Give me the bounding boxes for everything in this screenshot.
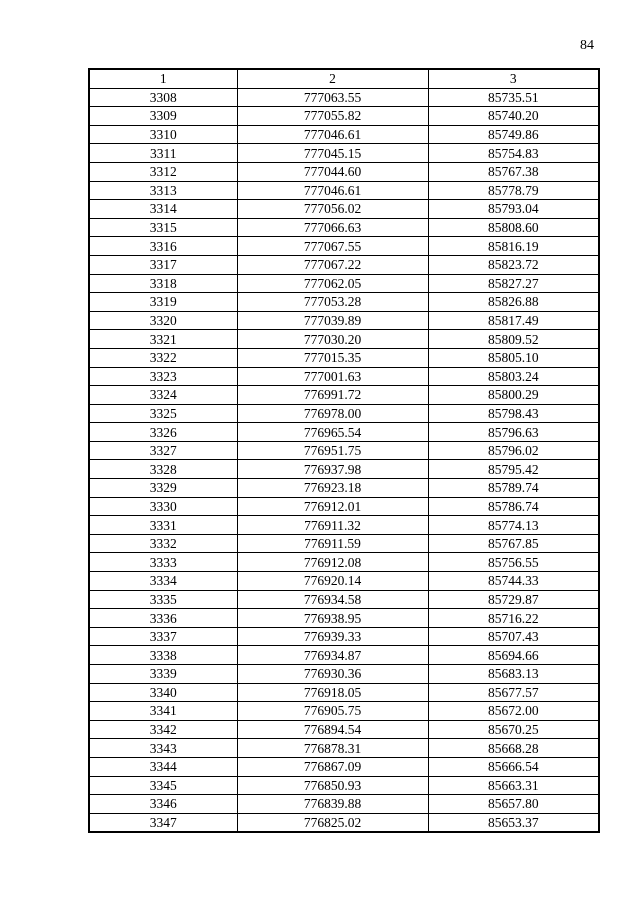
table-cell-col-3: 85817.49 (428, 311, 599, 330)
table-cell-col-1: 3328 (89, 460, 237, 479)
table-cell-col-2: 776878.31 (237, 739, 428, 758)
table-row (89, 609, 599, 628)
table-row (89, 330, 599, 349)
table-cell-col-1: 3343 (89, 739, 237, 758)
table-cell-col-3: 85809.52 (428, 330, 599, 349)
table-cell-col-3: 85767.85 (428, 534, 599, 553)
table-row (89, 776, 599, 795)
table-cell-col-3: 85756.55 (428, 553, 599, 572)
table-cell-col-1: 3344 (89, 757, 237, 776)
table-cell-col-2: 777045.15 (237, 144, 428, 163)
table-cell-col-2: 777001.63 (237, 367, 428, 386)
table-cell-col-1: 3334 (89, 572, 237, 591)
table-cell-col-3: 85754.83 (428, 144, 599, 163)
table-row (89, 88, 599, 107)
table-row (89, 311, 599, 330)
table-cell-col-2: 776965.54 (237, 423, 428, 442)
table-cell-col-2: 776978.00 (237, 404, 428, 423)
table-cell-col-3: 85816.19 (428, 237, 599, 256)
table-cell-col-2: 777067.55 (237, 237, 428, 256)
table-cell-col-2: 776991.72 (237, 386, 428, 405)
table-row (89, 237, 599, 256)
table-cell-col-1: 3347 (89, 813, 237, 832)
table-cell-col-1: 3341 (89, 702, 237, 721)
table-cell-col-2: 776911.32 (237, 516, 428, 535)
table-cell-col-2: 777046.61 (237, 181, 428, 200)
table-cell-col-3: 85826.88 (428, 293, 599, 312)
table-cell-col-1: 3339 (89, 665, 237, 684)
table-cell-col-1: 3316 (89, 237, 237, 256)
table-row (89, 590, 599, 609)
table-cell-col-3: 85677.57 (428, 683, 599, 702)
table-cell-col-1: 3332 (89, 534, 237, 553)
table-cell-col-1: 3335 (89, 590, 237, 609)
table-cell-col-1: 3323 (89, 367, 237, 386)
table-cell-col-1: 3320 (89, 311, 237, 330)
table-row (89, 627, 599, 646)
table-row (89, 757, 599, 776)
table-row (89, 423, 599, 442)
table-cell-col-1: 3317 (89, 255, 237, 274)
table-cell-col-1: 3342 (89, 720, 237, 739)
table-row (89, 162, 599, 181)
table-cell-col-3: 85803.24 (428, 367, 599, 386)
table-body (89, 88, 599, 832)
table-cell-col-2: 776894.54 (237, 720, 428, 739)
table-cell-col-2: 776825.02 (237, 813, 428, 832)
column-header-1: 1 (89, 69, 237, 88)
table-row (89, 367, 599, 386)
table-cell-col-1: 3345 (89, 776, 237, 795)
table-cell-col-3: 85716.22 (428, 609, 599, 628)
table-cell-col-3: 85683.13 (428, 665, 599, 684)
table-cell-col-1: 3322 (89, 348, 237, 367)
table-cell-col-2: 777062.05 (237, 274, 428, 293)
table-cell-col-1: 3312 (89, 162, 237, 181)
table-cell-col-2: 776939.33 (237, 627, 428, 646)
table-cell-col-3: 85653.37 (428, 813, 599, 832)
table-row (89, 813, 599, 832)
table-cell-col-3: 85796.02 (428, 441, 599, 460)
table-row (89, 274, 599, 293)
table-cell-col-2: 776912.08 (237, 553, 428, 572)
table-cell-col-3: 85774.13 (428, 516, 599, 535)
table-cell-col-2: 776912.01 (237, 497, 428, 516)
table-cell-col-3: 85666.54 (428, 757, 599, 776)
table-cell-col-1: 3308 (89, 88, 237, 107)
table-cell-col-1: 3329 (89, 479, 237, 498)
table-row (89, 404, 599, 423)
table-cell-col-2: 776937.98 (237, 460, 428, 479)
table-cell-col-1: 3318 (89, 274, 237, 293)
table-cell-col-2: 777053.28 (237, 293, 428, 312)
table-cell-col-2: 776867.09 (237, 757, 428, 776)
table-row (89, 739, 599, 758)
table-cell-col-2: 777044.60 (237, 162, 428, 181)
table-row (89, 516, 599, 535)
table-cell-col-1: 3331 (89, 516, 237, 535)
table-cell-col-3: 85789.74 (428, 479, 599, 498)
table-row (89, 553, 599, 572)
table-cell-col-2: 776911.59 (237, 534, 428, 553)
table-cell-col-1: 3324 (89, 386, 237, 405)
table-cell-col-2: 777015.35 (237, 348, 428, 367)
table-cell-col-1: 3338 (89, 646, 237, 665)
table-cell-col-3: 85668.28 (428, 739, 599, 758)
table-cell-col-2: 776934.87 (237, 646, 428, 665)
table-cell-col-3: 85694.66 (428, 646, 599, 665)
table-cell-col-2: 777066.63 (237, 218, 428, 237)
page-number: 84 (580, 38, 594, 53)
table-row (89, 181, 599, 200)
table-cell-col-3: 85672.00 (428, 702, 599, 721)
table-cell-col-1: 3346 (89, 795, 237, 814)
table-row (89, 702, 599, 721)
table-row (89, 200, 599, 219)
table-cell-col-1: 3330 (89, 497, 237, 516)
table-cell-col-2: 776920.14 (237, 572, 428, 591)
table-row (89, 218, 599, 237)
table-row (89, 255, 599, 274)
table-row (89, 795, 599, 814)
table-cell-col-2: 777063.55 (237, 88, 428, 107)
table-cell-col-2: 777067.22 (237, 255, 428, 274)
table-cell-col-2: 776923.18 (237, 479, 428, 498)
table-cell-col-1: 3319 (89, 293, 237, 312)
table-cell-col-3: 85735.51 (428, 88, 599, 107)
table-cell-col-3: 85827.27 (428, 274, 599, 293)
table-cell-col-3: 85805.10 (428, 348, 599, 367)
table-cell-col-3: 85670.25 (428, 720, 599, 739)
table-row (89, 293, 599, 312)
table-cell-col-1: 3326 (89, 423, 237, 442)
table-row (89, 386, 599, 405)
table-cell-col-2: 776850.93 (237, 776, 428, 795)
table-cell-col-3: 85798.43 (428, 404, 599, 423)
table-cell-col-3: 85663.31 (428, 776, 599, 795)
table-cell-col-3: 85729.87 (428, 590, 599, 609)
table-row (89, 665, 599, 684)
table-row (89, 479, 599, 498)
table-row (89, 144, 599, 163)
table-cell-col-3: 85800.29 (428, 386, 599, 405)
table-cell-col-1: 3311 (89, 144, 237, 163)
table-cell-col-1: 3310 (89, 125, 237, 144)
table-cell-col-1: 3333 (89, 553, 237, 572)
table-cell-col-3: 85808.60 (428, 218, 599, 237)
table-cell-col-3: 85786.74 (428, 497, 599, 516)
table-cell-col-2: 776905.75 (237, 702, 428, 721)
table-cell-col-3: 85657.80 (428, 795, 599, 814)
table-cell-col-2: 777046.61 (237, 125, 428, 144)
table-cell-col-1: 3325 (89, 404, 237, 423)
table-cell-col-3: 85796.63 (428, 423, 599, 442)
table-row (89, 125, 599, 144)
table-row (89, 646, 599, 665)
table-cell-col-2: 776918.05 (237, 683, 428, 702)
table-row (89, 497, 599, 516)
table-cell-col-2: 777039.89 (237, 311, 428, 330)
table-cell-col-1: 3327 (89, 441, 237, 460)
table-row (89, 460, 599, 479)
table-cell-col-3: 85740.20 (428, 107, 599, 126)
table-header (89, 69, 599, 88)
table-row (89, 441, 599, 460)
table-row (89, 348, 599, 367)
table-cell-col-3: 85744.33 (428, 572, 599, 591)
column-header-2: 2 (237, 69, 428, 88)
table-cell-col-1: 3315 (89, 218, 237, 237)
table-cell-col-2: 776930.36 (237, 665, 428, 684)
table-cell-col-1: 3321 (89, 330, 237, 349)
table-cell-col-3: 85767.38 (428, 162, 599, 181)
table-cell-col-2: 777030.20 (237, 330, 428, 349)
table-row (89, 720, 599, 739)
table-row (89, 572, 599, 591)
table-cell-col-3: 85795.42 (428, 460, 599, 479)
table-cell-col-2: 776951.75 (237, 441, 428, 460)
table-cell-col-3: 85778.79 (428, 181, 599, 200)
table-cell-col-1: 3340 (89, 683, 237, 702)
table-cell-col-1: 3314 (89, 200, 237, 219)
table-cell-col-3: 85707.43 (428, 627, 599, 646)
header-row (89, 69, 599, 88)
coordinates-table (88, 68, 600, 833)
table-cell-col-2: 776934.58 (237, 590, 428, 609)
table-cell-col-2: 776938.95 (237, 609, 428, 628)
table-cell-col-1: 3336 (89, 609, 237, 628)
table-cell-col-2: 777055.82 (237, 107, 428, 126)
table-cell-col-3: 85749.86 (428, 125, 599, 144)
table-cell-col-3: 85793.04 (428, 200, 599, 219)
table-cell-col-1: 3309 (89, 107, 237, 126)
table-row (89, 683, 599, 702)
table-row (89, 534, 599, 553)
table-cell-col-3: 85823.72 (428, 255, 599, 274)
table-cell-col-1: 3337 (89, 627, 237, 646)
table-row (89, 107, 599, 126)
table-cell-col-2: 777056.02 (237, 200, 428, 219)
column-header-3: 3 (428, 69, 599, 88)
table-cell-col-1: 3313 (89, 181, 237, 200)
table-cell-col-2: 776839.88 (237, 795, 428, 814)
